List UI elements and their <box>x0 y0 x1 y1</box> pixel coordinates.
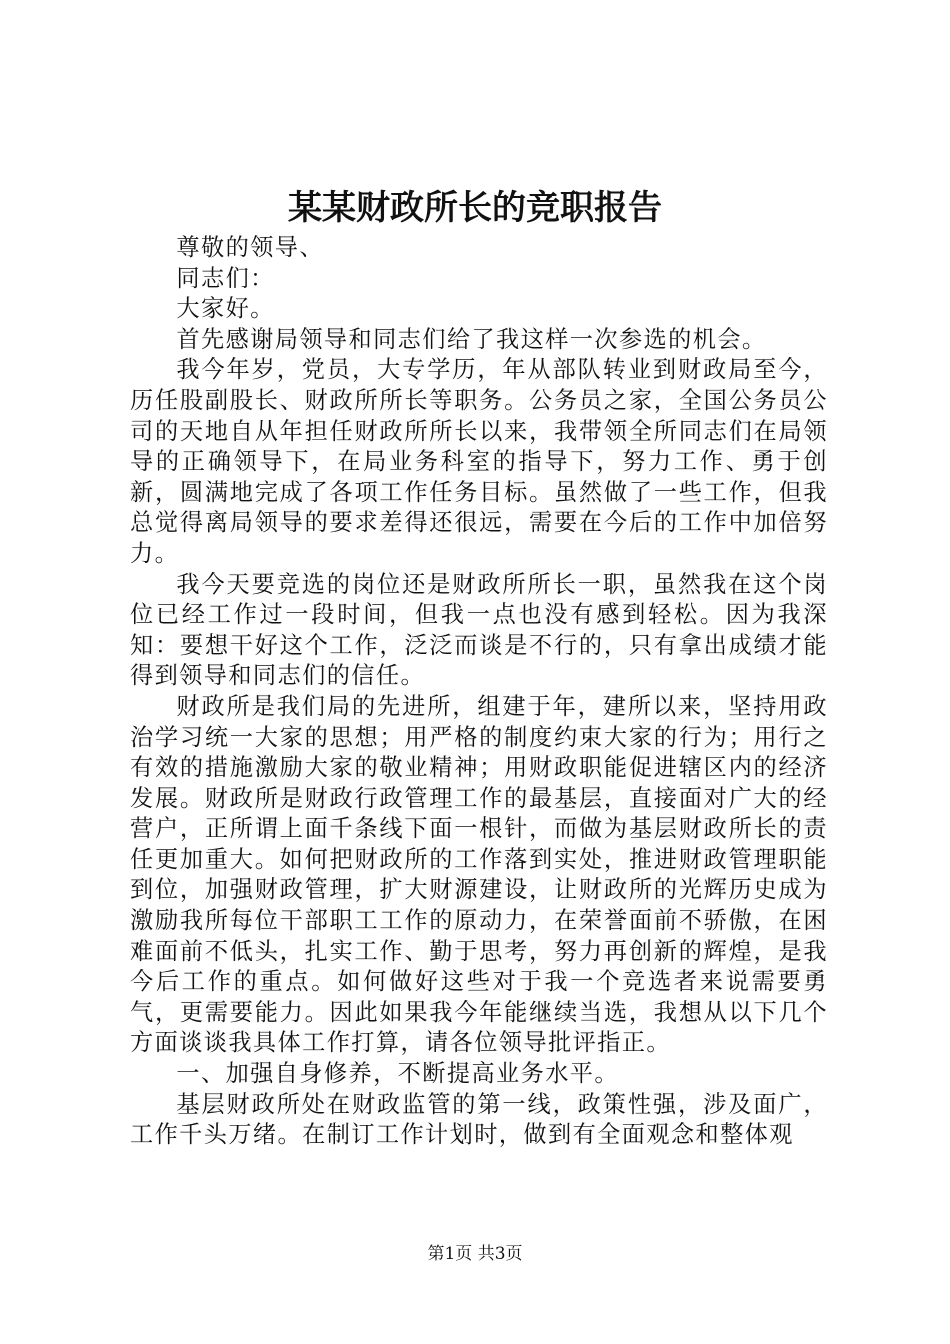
paragraph-greeting: 大家好。 <box>176 295 275 323</box>
page-footer: 第1页 共3页 <box>427 1244 523 1264</box>
paragraph-thanks: 首先感谢局领导和同志们给了我这样一次参选的机会。 <box>176 325 767 353</box>
paragraph-position: 我今天要竞选的岗位还是财政所所长一职，虽然我在这个岗位已经工作过一段时间，但我一点也没有感到轻松。因为我深知：要想干好这个工作，泛泛而谈是不行的，只有拿出成绩才能得到领导和同志们的信任。 <box>130 570 828 690</box>
paragraph-background: 我今年岁，党员，大专学历，年从部队转业到财政局至今，历任股副股长、财政所所长等职务。公务员之家，全国公务员公司的天地自从年担任财政所所长以来，我带领全所同志们在局领导的正确领导下，在局业务科室的指导下，努力工作、勇于创新，圆满地完成了各项工作任务目标。虽然做了一些工作，但我总觉得离局领导的要求差得还很远，需要在今后的工作中加倍努力。 <box>130 356 828 567</box>
document-title: 某某财政所长的竞职报告 <box>288 188 662 228</box>
paragraph-section-body: 基层财政所处在财政监管的第一线，政策性强，涉及面广，工作千头万绪。在制订工作计划时，做到有全面观念和整体观 <box>130 1090 828 1149</box>
document-body <box>130 233 828 1151</box>
paragraph-salutation-2: 同志们： <box>176 264 275 292</box>
paragraph-section-heading: 一、加强自身修养，不断提高业务水平。 <box>176 1060 619 1088</box>
paragraph-salutation-1: 尊敬的领导、 <box>176 234 324 261</box>
paragraph-office-history: 财政所是我们局的先进所，组建于年，建所以来，坚持用政治学习统一大家的思想；用严格的制度约束大家的行为；用行之有效的措施激励大家的敬业精神；用财政职能促进辖区内的经济发展。财政所是财政行政管理工作的最基层，直接面对广大的经营户，正所谓上面千条线下面一根针，而做为基层财政所长的责任更加重大。如何把财政所的工作落到实处，推进财政管理职能到位，加强财政管理，扩大财源建设，让财政所的光辉历史成为激励我所每位干部职工工作的原动力，在荣誉面前不骄傲，在困难面前不低头，扎实工作、勤于思考，努力再创新的辉煌，是我今后工作的重点。如何做好这些对于我一个竞选者来说需要勇气，更需要能力。因此如果我今年能继续当选，我想从以下几个方面谈谈我具体工作打算，请各位领导批评指正。 <box>130 692 828 1057</box>
